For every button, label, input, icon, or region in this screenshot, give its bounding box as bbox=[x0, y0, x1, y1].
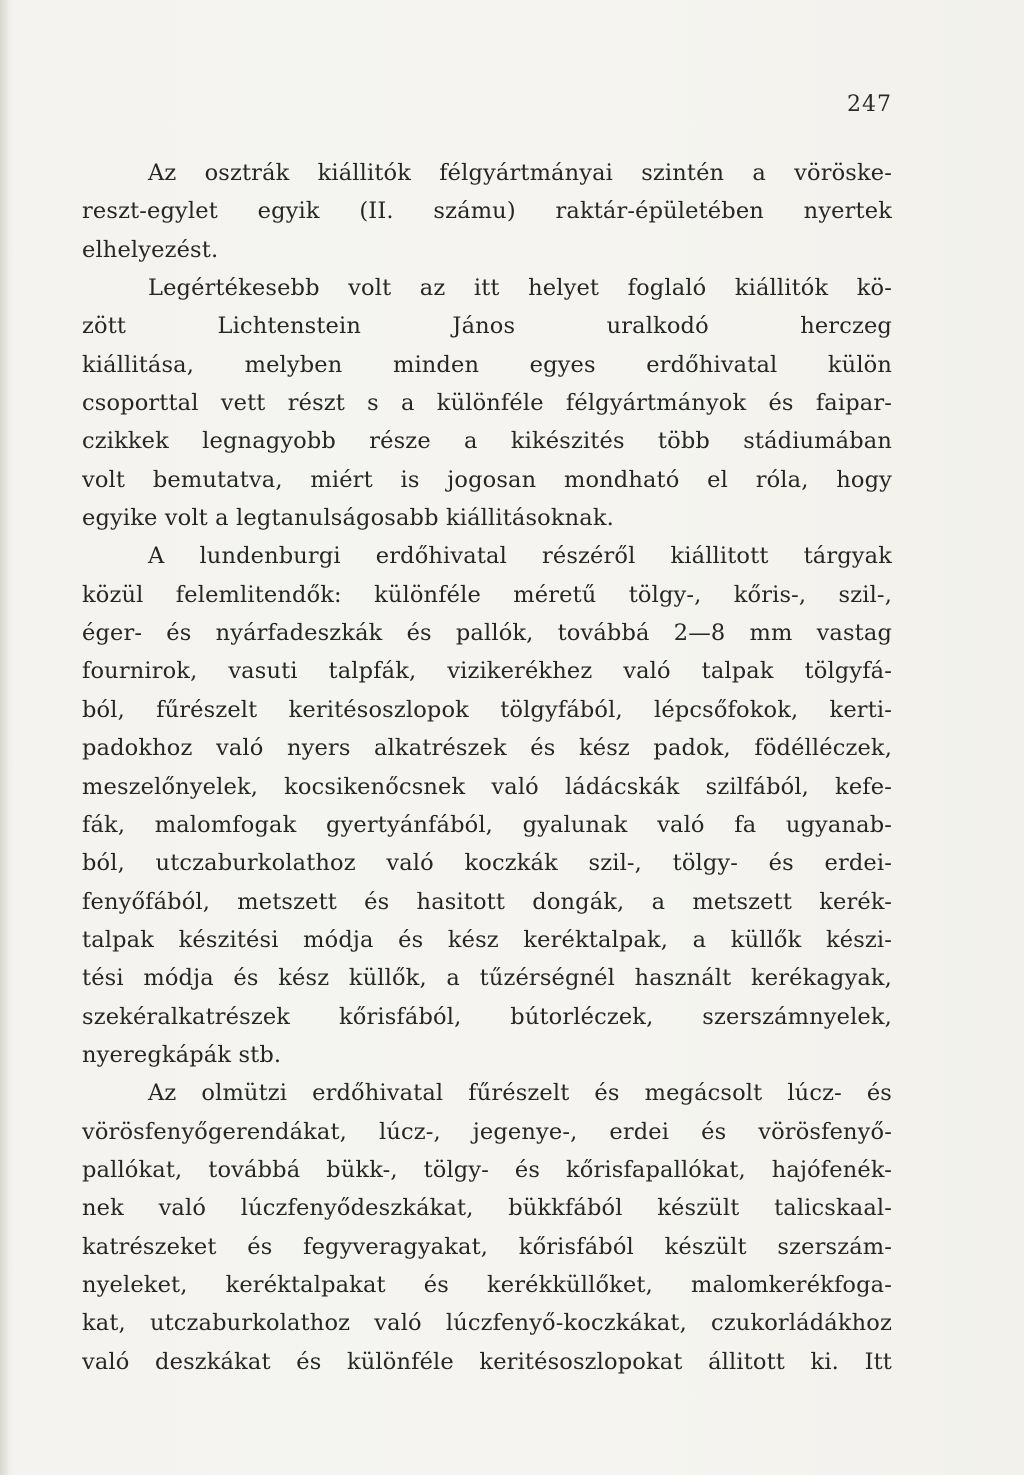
text-line: reszt-egylet egyik (II. számu) raktár-épületében nyertek bbox=[82, 198, 892, 225]
text-line: A lundenburgi erdőhivatal részéről kiállitott tárgyak bbox=[148, 543, 892, 570]
text-line: nyeregkápák stb. bbox=[82, 1041, 282, 1068]
text-line: katrészeket és fegyveragyakat, kőrisfából készült szerszám- bbox=[82, 1233, 892, 1260]
text-line: ból, utczaburkolathoz való koczkák szil-, tölgy- és erdei- bbox=[82, 850, 892, 877]
text-line: czikkek legnagyobb része a kikészités több stádiumában bbox=[82, 428, 892, 455]
text-line: Legértékesebb volt az itt helyet foglaló kiállitók kö- bbox=[148, 275, 892, 302]
text-line: egyike volt a legtanulságosabb kiállitásoknak. bbox=[82, 505, 614, 532]
text-line: fák, malomfogak gyertyánfából, gyalunak való fa ugyanab- bbox=[82, 811, 892, 838]
text-line: csoporttal vett részt s a különféle félgyártmányok és faipar- bbox=[82, 390, 892, 417]
text-line: padokhoz való nyers alkatrészek és kész padok, födélléczek, bbox=[82, 735, 892, 762]
text-line: pallókat, továbbá bükk-, tölgy- és kőrisfapallókat, hajófenék- bbox=[82, 1156, 892, 1183]
text-line: fenyőfából, metszett és hasitott dongák, a metszett kerék- bbox=[82, 888, 892, 915]
text-line: Az osztrák kiállitók félgyártmányai szintén a vöröske- bbox=[148, 160, 892, 186]
page-number: 247 bbox=[847, 92, 892, 117]
text-line: vörösfenyőgerendákat, lúcz-, jegenye-, erdei és vörösfenyő- bbox=[82, 1118, 892, 1145]
text-line: volt bemutatva, miért is jogosan mondható el róla, hogy bbox=[82, 466, 892, 493]
text-line: tési módja és kész küllők, a tűzérségnél használt kerékagyak, bbox=[82, 965, 892, 992]
text-line: nyeleket, keréktalpakat és kerékküllőket, malomkerékfoga- bbox=[82, 1271, 892, 1298]
text-line: fournirok, vasuti talpfák, vizikerékhez való talpak tölgyfá- bbox=[82, 658, 892, 685]
text-line: meszelőnyelek, kocsikenőcsnek való ládácskák szilfából, kefe- bbox=[82, 773, 892, 800]
body-text bbox=[82, 154, 892, 1381]
text-line: zött Lichtenstein János uralkodó herczeg bbox=[82, 313, 892, 340]
page-gutter bbox=[0, 0, 8, 1475]
text-line: szekéralkatrészek kőrisfából, bútorléczek, szerszámnyelek, bbox=[82, 1003, 892, 1030]
text-line: ból, fűrészelt keritésoszlopok tölgyfából, lépcsőfokok, kerti- bbox=[82, 696, 892, 723]
text-line: Az olmützi erdőhivatal fűrészelt és megácsolt lúcz- és bbox=[148, 1080, 892, 1107]
text-line: nek való lúczfenyődeszkákat, bükkfából készült talicskaal- bbox=[82, 1195, 892, 1222]
text-line: közül felemlitendők: különféle méretű tölgy-, kőris-, szil-, bbox=[82, 581, 892, 608]
text-line: talpak készitési módja és kész keréktalpak, a küllők készi- bbox=[82, 926, 892, 953]
text-line: kat, utczaburkolathoz való lúczfenyő-koczkákat, czukorládákhoz bbox=[82, 1310, 892, 1337]
text-line: elhelyezést. bbox=[82, 236, 219, 263]
text-line: kiállitása, melyben minden egyes erdőhivatal külön bbox=[82, 351, 892, 378]
text-line: való deszkákat és különféle keritésoszlopokat állitott ki. Itt bbox=[82, 1348, 892, 1375]
text-line: éger- és nyárfadeszkák és pallók, továbbá 2—8 mm vastag bbox=[82, 620, 892, 647]
